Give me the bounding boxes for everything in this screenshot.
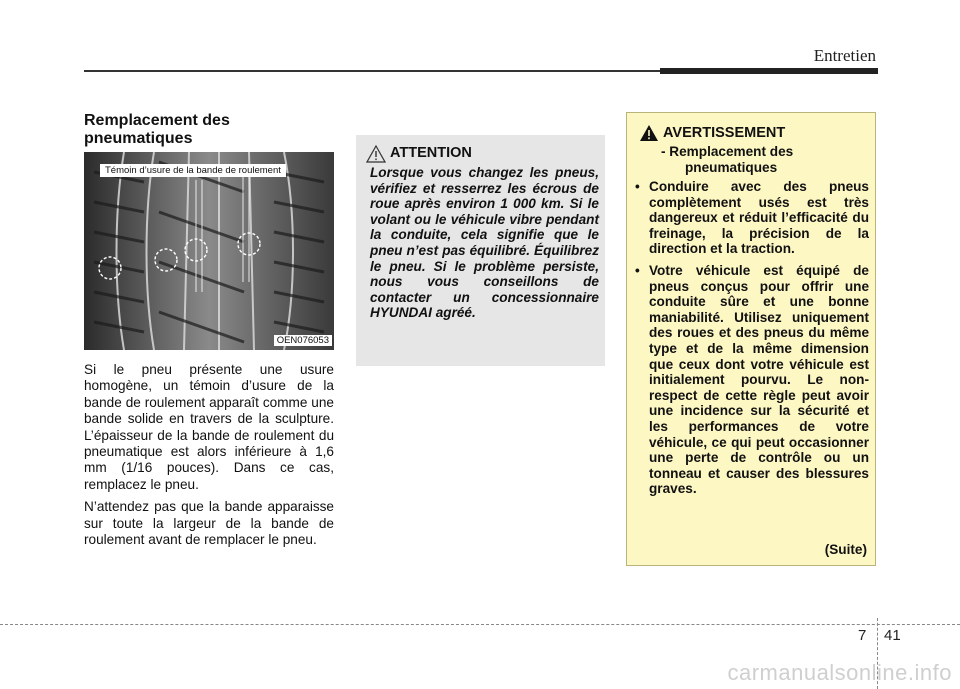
warning-item [635, 263, 869, 497]
footer-rule [0, 624, 960, 625]
tire-tread-image [84, 152, 334, 350]
warning-box [626, 112, 876, 566]
tire-tread-figure [84, 152, 334, 350]
watermark: carmanualsonline.info [727, 660, 952, 685]
body-paragraph-1: Si le pneu présente une usure homogène, un témoin d’usure de la bande de roulement apparaît comme une bande solide en travers de la sculpture. L’épaisseur de la bande de roulement du pneumatique est alors inférieure à 1,6 mm (1/16 pouces). Dans ce cas, remplacez le pneu. [84, 362, 334, 492]
caution-text: Lorsque vous changez les pneus, vérifiez et resserrez les écrous de roue après environ 1 000 km. Si le volant ou le véhicule vibre pendant la conduite, cela signifie que le pneu n’est pas équilibré. Équilibrez le pneu. Si le problème persiste, nous vous conseillons de contacter un concessionnaire HYUNDAI agréé. [370, 165, 599, 321]
caution-box [356, 135, 605, 366]
chapter-number: 7 [858, 627, 867, 644]
figure-label: Témoin d’usure de la bande de roulement [100, 164, 286, 177]
header-title: Entretien [813, 46, 876, 65]
caution-title: ATTENTION [390, 145, 472, 161]
warning-subtitle-line-1: - Remplacement des [661, 144, 794, 159]
warning-subtitle-line-2: pneumatiques [685, 159, 778, 175]
warning-list [635, 179, 869, 503]
caution-triangle-icon [366, 145, 386, 163]
bullet: • [635, 179, 640, 194]
section-title: Remplacement des pneumatiques [84, 112, 230, 147]
warning-item-text: Conduire avec des pneus complètement usés est très dangereux et réduit l’efficacité du freinage, la précision de la direction et la traction. [649, 179, 869, 257]
warning-subtitle [661, 144, 861, 175]
page-number: 41 [884, 627, 901, 644]
body-paragraph-2: N’attendez pas que la bande apparaisse sur toute la largeur de la bande de roulement avant de remplacer le pneu. [84, 499, 334, 548]
bullet: • [635, 262, 640, 278]
header-rule-accent [660, 68, 878, 74]
warning-item-text: Votre véhicule est équipé de pneus conçus pour offrir une conduite sûre et une bonne maniabilité. Utilisez uniquement des roues et des pneus du même type et de la même dimension que ceux dont votre véhicule est initialement pourvu. Le non-respect de cette règle peut avoir une incidence sur la sécurité et les performances de votre véhicule, ce qui peut occasionner une perte de contrôle ou un tonneau et causer des blessures graves. [649, 262, 869, 497]
warning-title: AVERTISSEMENT [663, 125, 786, 141]
warning-continued: (Suite) [824, 542, 867, 557]
body-text [84, 362, 334, 554]
warning-triangle-icon [639, 124, 659, 142]
warning-item [635, 179, 869, 257]
figure-code: OEN076053 [274, 335, 332, 346]
